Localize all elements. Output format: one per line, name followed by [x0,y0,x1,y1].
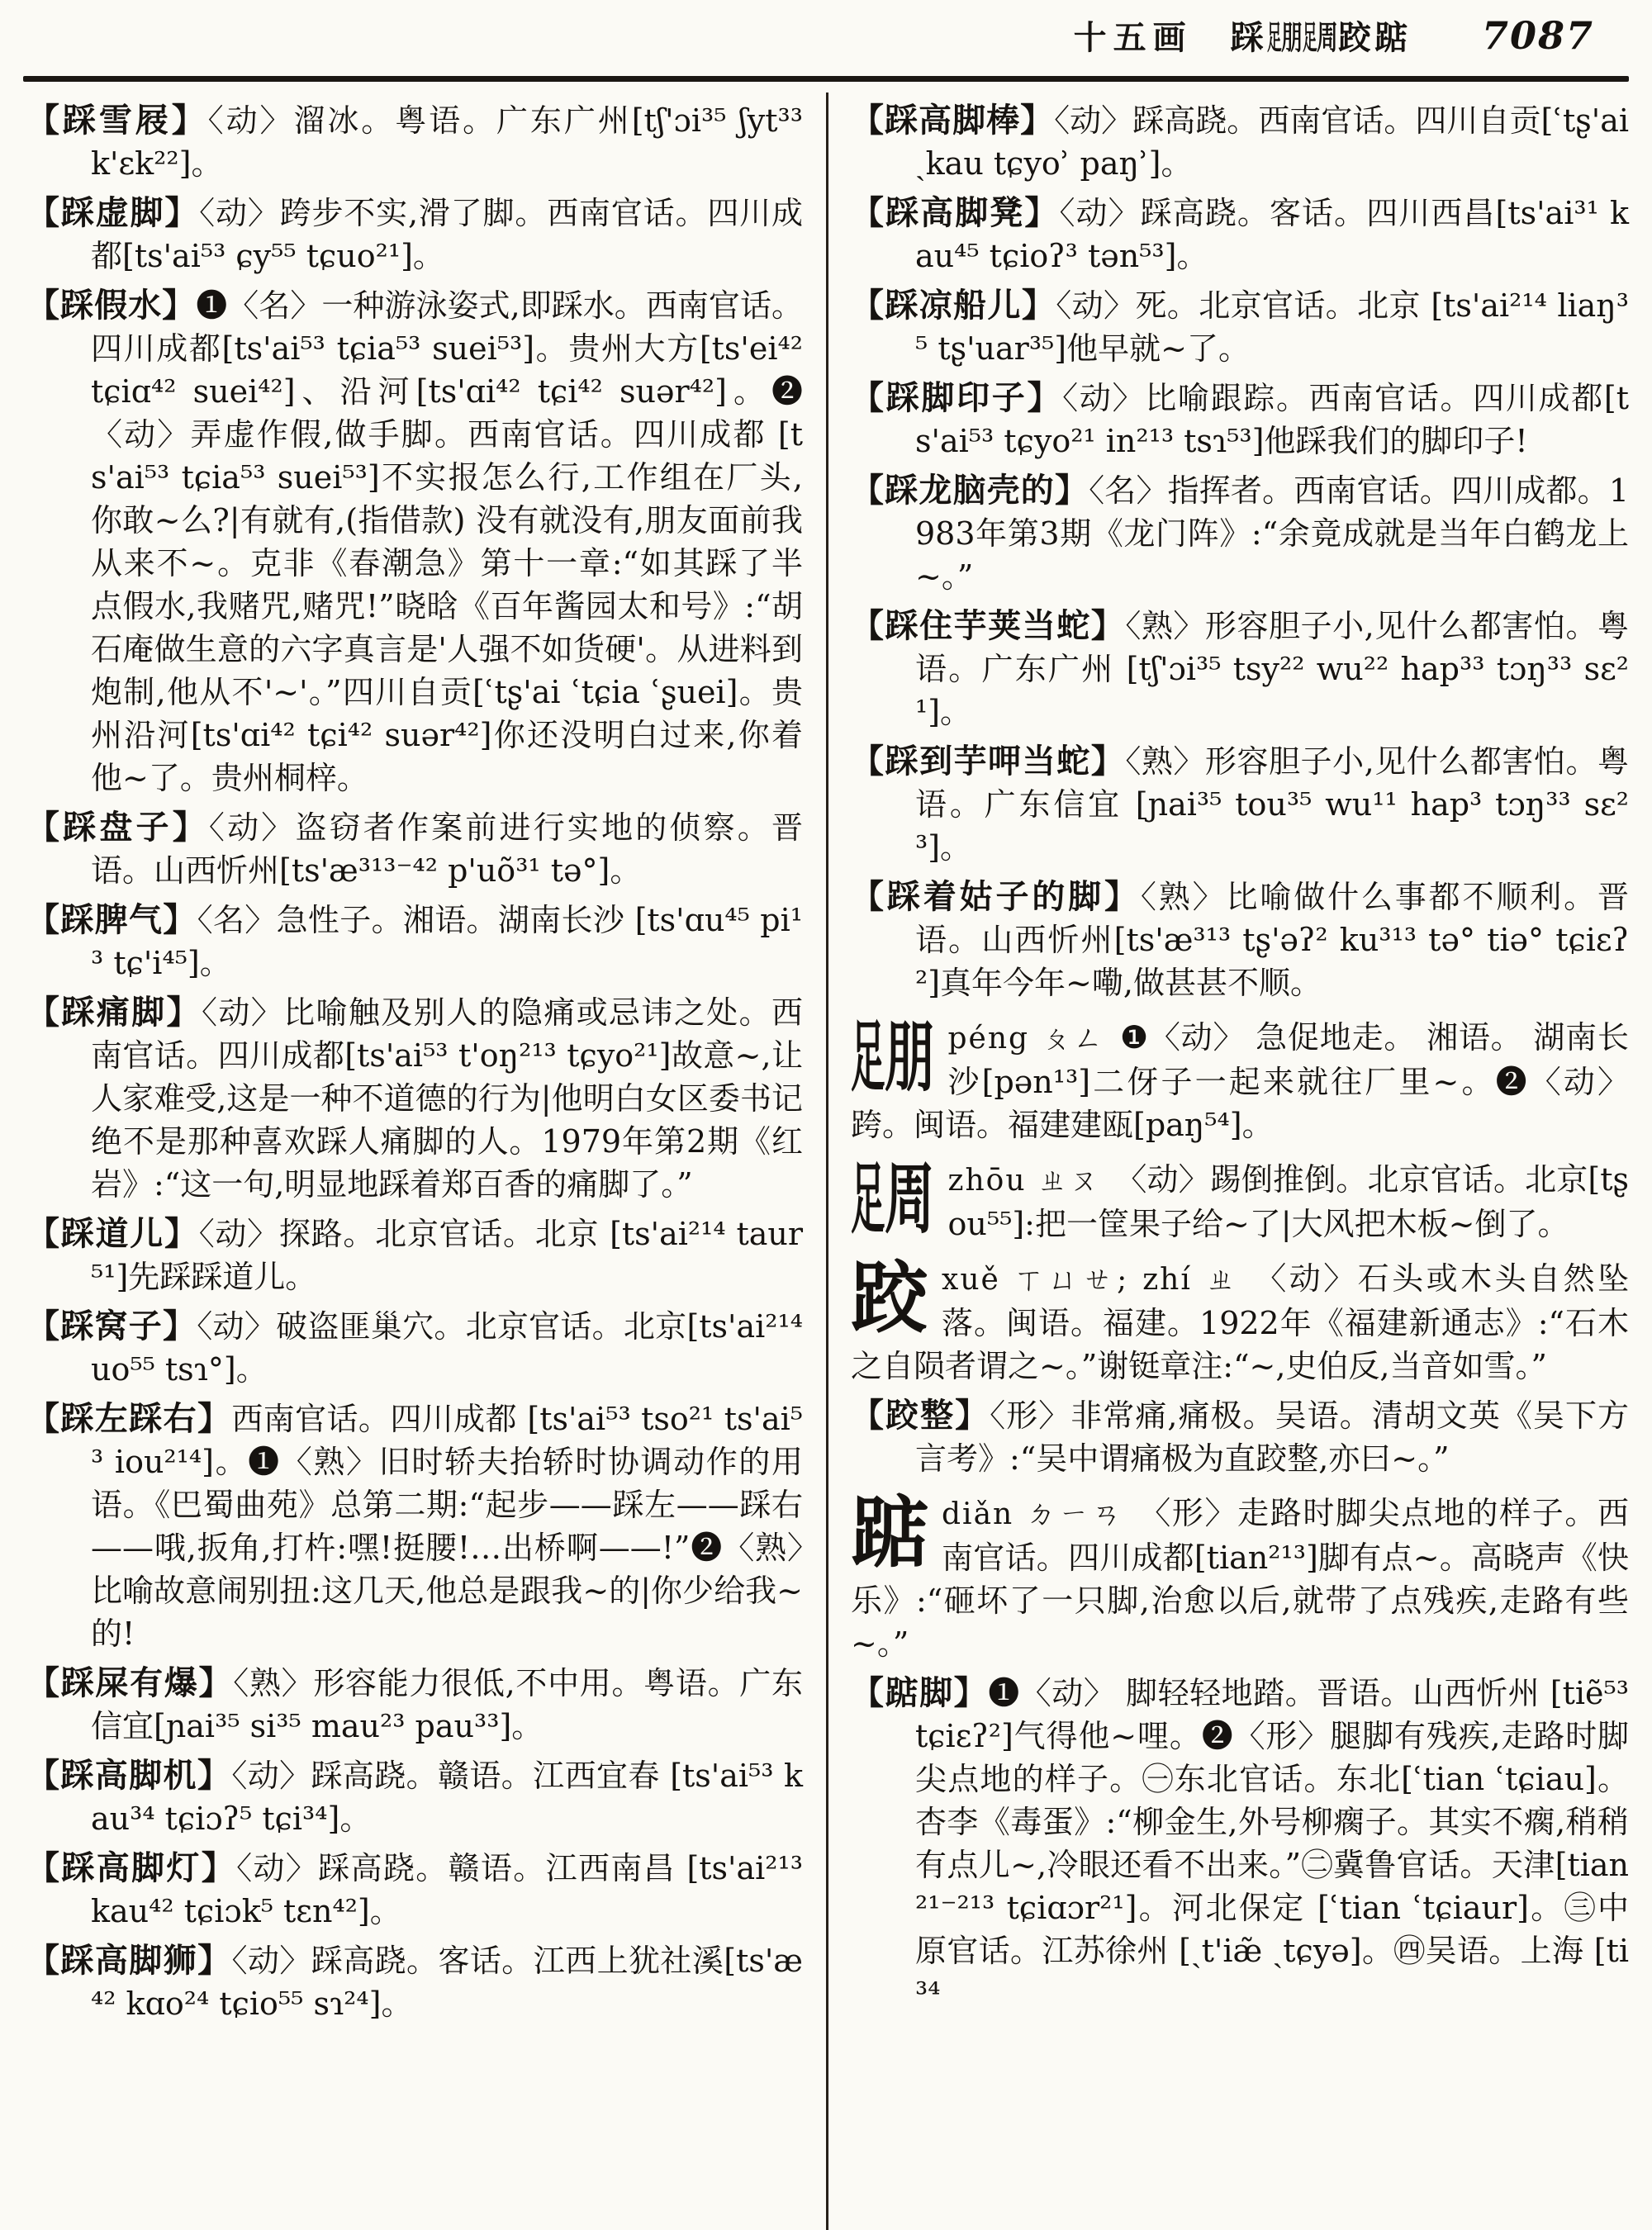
header-char: 踮 [1374,18,1411,57]
entry-head-char: 跤 [851,1253,929,1344]
entry-headword: 【踩到芋呷当蛇】 [851,742,1126,780]
dict-entry [851,1672,1629,2015]
entry-head-char: 踮 [851,1487,929,1578]
dict-entry [851,605,1629,733]
entry-body: 〈形〉非常痛,痛极。吴语。清胡文英《吴下方言考》:“吴中谓痛极为直跤整,亦曰~。” [915,1397,1629,1477]
entry-headword: 【踩左踩右】 [26,1399,232,1438]
entry-body: 〈动〉踩高跷。客话。江西上犹社溪[ts'æ⁴² kɑo²⁴ tɕio⁵⁵ sɿ²⁴]。 [91,1943,804,2022]
entry-pronunciation: zhōu ㄓㄡ [947,1164,1101,1198]
page-number: 7087 [1481,13,1594,58]
dict-entry [26,1662,803,1748]
entry-body: 〈动〉死。北京官话。北京 [ts'ai²¹⁴ liaŋ³⁵ tʂ'uar³⁵]他早就~了。 [915,287,1630,367]
entry-body: 〈动〉比喻跟踪。西南官话。四川成都[ts'ai⁵³ tɕyo²¹ in²¹³ tsɿ⁵³]他踩我们的脚印子! [915,380,1629,459]
entry-body: 〈熟〉形容胆子小,见什么都害怕。粤语。广东广州 [tʃ'ɔi³⁵ tsy²² wu²² hap³³ tɔŋ³³ sɛ²¹]。 [915,608,1629,730]
entry-headword: 【踩高脚灯】 [26,1848,237,1887]
dict-entry [851,740,1629,869]
entry-headword: 【踩虚脚】 [26,193,200,232]
dict-entry [26,99,803,185]
dict-entry [851,875,1629,1004]
entry-headword: 【踩高脚棒】 [851,101,1055,140]
dict-entry [851,284,1629,370]
entry-body: 〈动〉踩高跷。赣语。江西宜春 [ts'ai⁵³ kau³⁴ tɕiɔʔ⁵ tɕi³⁴]。 [91,1758,804,1837]
entry-body: ❶〈名〉一种游泳姿式,即踩水。西南官话。四川成都[ts'ai⁵³ tɕia⁵³ suei⁵³]。贵州大方[ts'ei⁴² tɕiɑ⁴² suei⁴²]、沿河[ts'ɑi⁴² tɕi⁴² suər⁴²]。❷〈动〉弄虚作假,做手脚。西南官话。四川成都 [ts'ai⁵³ tɕia⁵³ suei⁵³]不实报怎么行,工作组在厂头,你敢~么?|有就有,(指借款) 没有就没有,朋友面前我从来不~。克非《春潮急》第十一章:“如其踩了半点假水,我赌咒,赌咒!”晓晗《百年酱园太和号》:“胡石庵做生意的六字真言是'人强不如货硬'。从进料到炮制,他从不'~'。”四川自贡[ʿtʂ'ai ʿtɕia ʿʂuei]。贵州沿河[ts'ɑi⁴² tɕi⁴² suər⁴²]你还没明白过来,你着他~了。贵州桐梓。 [91,287,804,796]
entry-body: 〈动〉破盗匪巢穴。北京官话。北京[ts'ai²¹⁴ uo⁵⁵ tsɿ°]。 [91,1308,803,1388]
dict-entry [26,1754,803,1840]
entry-headword: 【踩高脚狮】 [26,1941,232,1980]
entry-head-char: 足周 [851,1154,935,1245]
entry-body: 西南官话。四川成都 [ts'ai⁵³ tso²¹ ts'ai⁵³ iou²¹⁴]。❶〈熟〉旧时轿夫抬轿时协调动作的用语。《巴蜀曲苑》总第二期:“起步——踩左——踩右——哦,扳角,打杵:嘿!挺腰!…出桥啊——!”❷〈熟〉比喻故意闹别扭:这几天,他总是跟我~的|你少给我~的! [91,1401,804,1652]
top-rule [23,76,1629,82]
entry-body: 〈动〉盗窃者作案前进行实地的侦察。晋语。山西忻州[ts'æ³¹³⁻⁴² p'uõ³¹ tə°]。 [91,809,803,889]
stroke-section-label: 十五画 [1073,18,1193,57]
dict-entry [26,1847,803,1933]
entry-headword: 【踩盘子】 [26,808,209,847]
dict-entry [851,1253,1629,1388]
header-char-composed: 足朋 [1266,18,1305,57]
entry-headword: 【踩着姑子的脚】 [851,877,1141,916]
dict-entry [26,284,803,799]
entry-headword: 【踮脚】 [851,1673,989,1712]
dict-entry [851,1487,1629,1665]
entry-body: 〈熟〉比喻做什么事都不顺利。晋语。山西忻州[ts'æ³¹³ tʂ'əʔ² ku³¹³ tə° tiə° tɕiɛʔ²]真年今年~嘞,做甚甚不顺。 [915,879,1629,1001]
header-char: 踩 [1230,18,1267,57]
header-char: 跤 [1337,18,1374,57]
entry-headword: 【踩脚印子】 [851,378,1063,417]
dict-entry [851,469,1629,598]
entry-body: ❶〈动〉 急促地走。 湘语。 湖南长沙[pən¹³]二伢子一起来就往厂里~。❷〈动〉跨。闽语。福建建瓯[paŋ⁵⁴]。 [851,1019,1629,1143]
entry-headword: 【跤整】 [851,1396,990,1435]
entry-body: 〈动〉探路。北京官话。北京 [ts'ai²¹⁴ taur⁵¹]先踩踩道儿。 [91,1216,804,1295]
entry-body: 〈动〉比喻触及别人的隐痛或忌讳之处。西南官话。四川成都[ts'ai⁵³ t'oŋ²¹³ tɕyo²¹]故意~,让人家难受,这是一种不道德的行为|他明白女区委书记绝不是那种喜欢踩人痛脚的人。1979年第2期《红岩》:“这一句,明显地踩着郑百香的痛脚了。” [91,994,803,1203]
dict-entry [26,899,803,985]
dict-entry [851,192,1629,278]
entry-body: 〈动〉溜冰。粤语。广东广州[tʃ'ɔi³⁵ ʃyt³³ k'ɛk²²]。 [91,102,803,182]
entry-headword: 【踩凉船儿】 [851,286,1056,325]
entry-body: ❶〈动〉 脚轻轻地踏。晋语。山西忻州 [tiẽ⁵³ tɕiɛʔ²]气得他~哩。❷〈形〉腿脚有残疾,走路时脚尖点地的样子。㊀东北官话。东北[ʿtian ʿtɕiau]。杏李《毒蛋》:“柳金生,外号柳瘸子。其实不瘸,稍稍有点儿~,冷眼还看不出来。”㊁冀鲁官话。天津[tian²¹⁻²¹³ tɕiɑɔr²¹]。河北保定 [ʿtian ʿtɕiaur]。㊂中原官话。江苏徐州 [ˏt'iæ̃ ˏtɕyə]。㊃吴语。上海 [ti³⁴ [915,1675,1629,2012]
header-char-composed: 足周 [1302,18,1341,57]
dict-entry [26,1397,803,1655]
entry-body: 〈熟〉形容能力很低,不中用。粤语。广东信宜[ɲai³⁵ si³⁵ mau²³ pau³³]。 [91,1665,803,1744]
dict-entry [851,1012,1629,1146]
dict-entry [851,99,1629,185]
dict-entry [851,377,1629,463]
page-header [0,12,1619,59]
entry-body: 〈动〉踢倒推倒。北京官话。北京[tʂou⁵⁵]:把一筐果子给~了|大风把木板~倒了。 [947,1161,1629,1242]
left-column [26,99,803,2032]
entry-body: 〈动〉踩高跷。西南官话。四川自贡[ʿtʂ'ai ˏkau tɕyoʾ paŋʾ]。 [915,102,1630,182]
entry-headword: 【踩假水】 [26,286,197,325]
entry-body: 〈动〉跨步不实,滑了脚。西南官话。四川成都[ts'ai⁵³ ɕy⁵⁵ tɕuo²¹]。 [91,195,803,274]
dict-entry [26,806,803,892]
entry-headword: 【踩痛脚】 [26,993,202,1032]
right-column [851,99,1629,2022]
entry-body: 〈动〉踩高跷。客话。四川西昌[ts'ai³¹ kau⁴⁵ tɕioʔ³ tən⁵³]。 [915,195,1629,274]
entry-body: 〈熟〉形容胆子小,见什么都害怕。粤语。广东信宜 [ɲai³⁵ tou³⁵ wu¹¹ hap³ tɔŋ³³ sɛ²³]。 [915,743,1629,866]
entry-headword: 【踩龙脑壳的】 [851,471,1089,510]
dict-entry [851,1154,1629,1245]
entry-headword: 【踩高脚凳】 [851,193,1060,232]
entry-body: 〈动〉石头或木头自然坠落。闽语。福建。1922年《福建新通志》:“石木之自陨者谓之~。”谢铤章注:“~,史伯反,当音如雪。” [851,1260,1629,1384]
dict-entry [26,1212,803,1298]
entry-headword: 【踩脾气】 [26,900,197,939]
dict-entry [26,1305,803,1391]
entry-pronunciation: diǎn ㄉㄧㄢ [942,1497,1125,1531]
entry-headword: 【踩屎有爆】 [26,1663,234,1702]
entry-body: 〈形〉走路时脚尖点地的样子。西南官话。四川成都[tian²¹³]脚有点~。高晓声《快乐》:“砸坏了一只脚,治愈以后,就带了点残疾,走路有些~。” [851,1495,1629,1662]
entry-head-char: 足朋 [851,1012,935,1103]
header-entry-chars [1231,12,1411,59]
dict-entry [26,991,803,1206]
dict-entry [851,1394,1629,1480]
entry-body: 〈名〉指挥者。西南官话。四川成都。1983年第3期《龙门阵》:“余竟成就是当年白鹤龙上~。” [915,472,1630,595]
column-divider [826,93,828,2230]
entry-headword: 【踩住芋荚当蛇】 [851,606,1126,645]
entry-body: 〈动〉踩高跷。赣语。江西南昌 [ts'ai²¹³ kau⁴² tɕiɔk⁵ tɛn⁴²]。 [91,1850,803,1929]
entry-pronunciation: péng ㄆㄥ [947,1022,1105,1056]
entry-body: 〈名〉急性子。湘语。湖南长沙 [ts'ɑu⁴⁵ pi¹³ tɕ'i⁴⁵]。 [91,902,803,981]
entry-headword: 【踩窝子】 [26,1307,197,1345]
entry-headword: 【踩高脚机】 [26,1756,232,1795]
dict-entry [26,1939,803,2025]
entry-headword: 【踩雪屐】 [26,101,208,140]
entry-headword: 【踩道儿】 [26,1214,199,1253]
dict-entry [26,192,803,278]
entry-pronunciation: xuě ㄒㄩㄝ; zhí ㄓ [942,1263,1241,1297]
